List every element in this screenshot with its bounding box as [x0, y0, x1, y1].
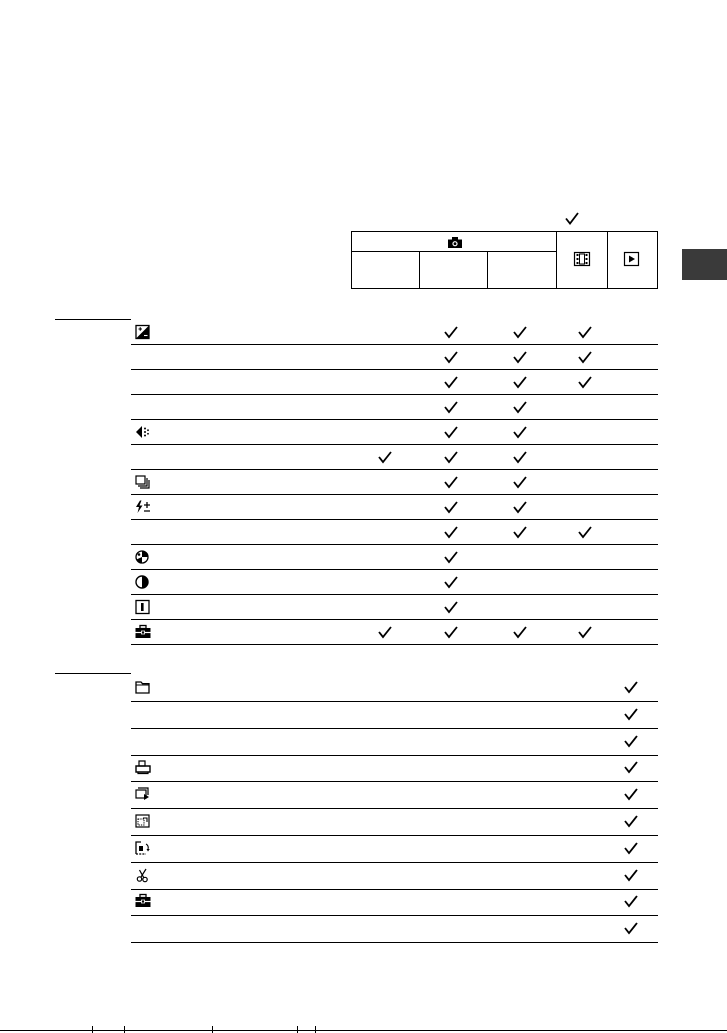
table-row	[131, 916, 658, 943]
check-icon-still_a	[378, 626, 392, 638]
check-icon-playback	[624, 735, 638, 747]
table-row	[131, 395, 658, 420]
check-icon-still_c	[513, 476, 527, 488]
check-icon-playback	[624, 869, 638, 881]
check-icon-still_b	[444, 451, 458, 463]
still-mode-column-b	[420, 252, 487, 288]
check-icon-playback	[624, 681, 638, 693]
table-row	[131, 370, 658, 395]
check-icon-still_b	[444, 476, 458, 488]
table-row	[131, 675, 658, 702]
chapter-tab	[682, 249, 727, 280]
check-icon-still_c	[513, 526, 527, 538]
rotate-icon	[135, 841, 151, 855]
still-mode-column-c	[488, 252, 556, 288]
color-mode-icon	[135, 550, 151, 564]
table-row	[131, 470, 658, 495]
burst-icon	[135, 475, 151, 489]
check-icon-playback	[624, 842, 638, 854]
shooting-section-rule	[55, 319, 131, 320]
flash-level-icon	[135, 500, 151, 514]
check-icon-playback	[624, 922, 638, 934]
slideshow-icon	[135, 787, 151, 801]
check-icon-still_b	[444, 501, 458, 513]
check-icon-playback	[624, 895, 638, 907]
table-row	[131, 520, 658, 545]
viewing-section-rule	[55, 673, 131, 674]
table-row	[131, 809, 658, 836]
table-row	[131, 570, 658, 595]
check-icon-still_b	[444, 426, 458, 438]
table-row	[131, 755, 658, 782]
focus-icon	[135, 425, 151, 439]
check-icon-movie	[578, 326, 592, 338]
table-row	[131, 420, 658, 445]
table-row	[131, 320, 658, 345]
check-icon-playback	[624, 815, 638, 827]
check-icon-still_b	[444, 351, 458, 363]
play-icon	[624, 252, 639, 266]
camera-icon	[448, 237, 462, 248]
divide-icon	[135, 868, 151, 882]
exposure-icon	[135, 325, 151, 339]
table-row	[131, 545, 658, 570]
check-icon-still_a	[378, 451, 392, 463]
check-icon-movie	[578, 376, 592, 388]
check-icon-still_b	[444, 401, 458, 413]
footer-rule	[0, 1030, 727, 1031]
check-icon-playback	[624, 761, 638, 773]
table-row	[131, 836, 658, 863]
check-icon-still_b	[444, 326, 458, 338]
table-row	[131, 782, 658, 809]
film-icon	[574, 252, 590, 266]
table-row	[131, 729, 658, 756]
table-row	[131, 702, 658, 729]
print-icon	[135, 760, 151, 774]
check-icon-still_c	[513, 426, 527, 438]
setup-icon	[135, 894, 151, 908]
setup-icon	[135, 625, 151, 639]
check-icon-still_c	[513, 451, 527, 463]
check-icon-still_b	[444, 551, 458, 563]
table-row	[131, 863, 658, 890]
table-row	[131, 445, 658, 470]
table-row	[131, 345, 658, 370]
check-icon-movie	[578, 626, 592, 638]
check-icon-playback	[624, 788, 638, 800]
check-icon-still_b	[444, 576, 458, 588]
mode-header-table	[351, 231, 658, 289]
legend-check-icon	[565, 212, 579, 225]
table-row	[131, 495, 658, 520]
check-icon-playback	[624, 708, 638, 720]
check-icon-movie	[578, 351, 592, 363]
check-icon-still_c	[513, 501, 527, 513]
check-icon-still_b	[444, 626, 458, 638]
check-icon-still_c	[513, 376, 527, 388]
check-icon-still_c	[513, 401, 527, 413]
table-row	[131, 595, 658, 620]
check-icon-still_b	[444, 601, 458, 613]
table-row	[131, 620, 658, 645]
resize-icon	[135, 814, 151, 828]
check-icon-still_b	[444, 376, 458, 388]
check-icon-still_c	[513, 626, 527, 638]
sharpness-icon	[135, 600, 151, 614]
check-icon-still_c	[513, 351, 527, 363]
check-icon-still_b	[444, 526, 458, 538]
still-mode-column-a	[352, 252, 419, 288]
check-icon-still_c	[513, 326, 527, 338]
folder-icon	[135, 680, 151, 694]
check-icon-movie	[578, 526, 592, 538]
contrast-icon	[135, 575, 151, 589]
table-row	[131, 889, 658, 916]
